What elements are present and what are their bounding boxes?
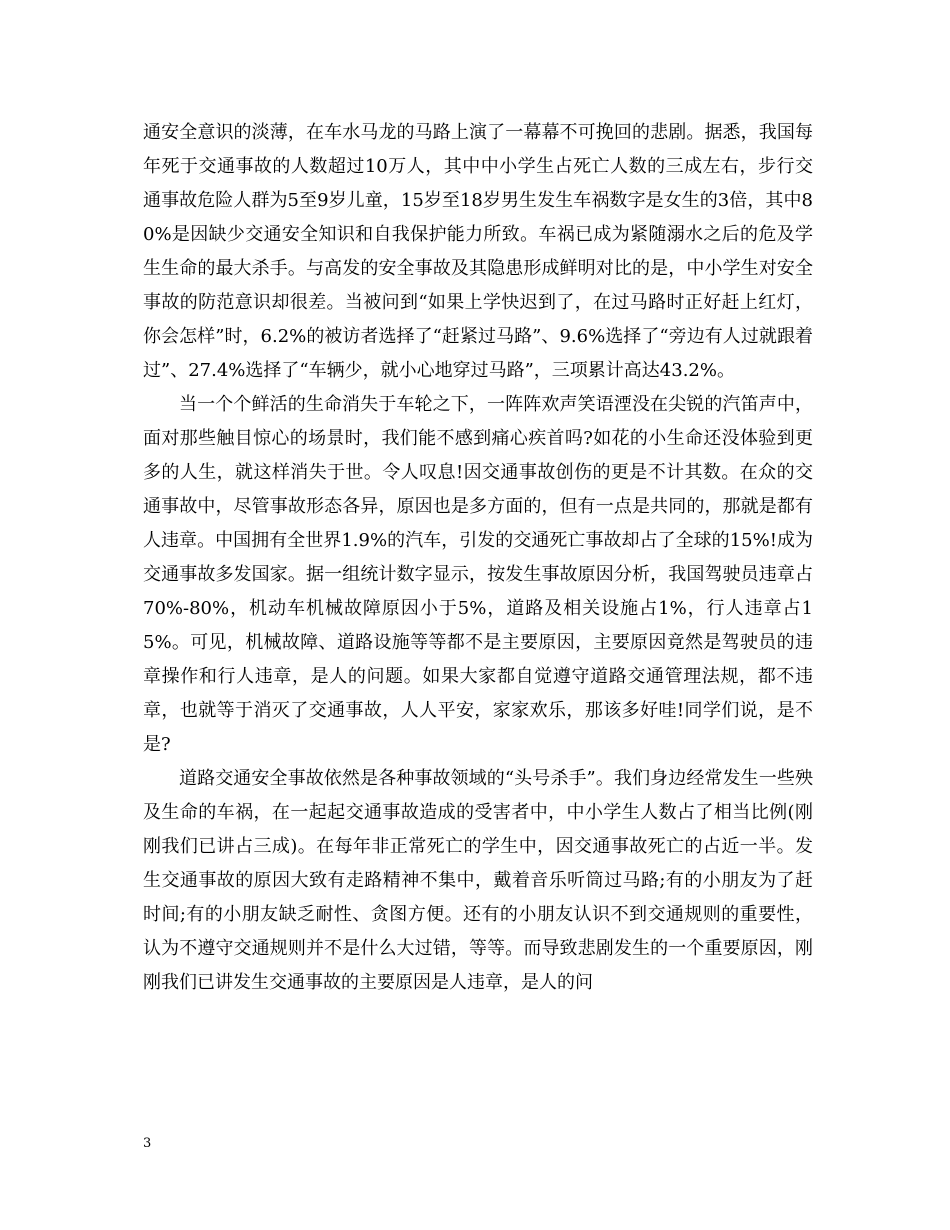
body-text xyxy=(143,116,813,1000)
paragraph-1: 通安全意识的淡薄，在车水马龙的马路上演了一幕幕不可挽回的悲剧。据悉，我国每年死于交通事故的人数超过10万人，其中中小学生占死亡人数的三成左右，步行交通事故危险人群为5至9岁儿童，15岁至18岁男生发生车祸数字是女生的3倍，其中80%是因缺少交通安全知识和自我保护能力所致。车祸已成为紧随溺水之后的危及学生生命的最大杀手。与高发的安全事故及其隐患形成鲜明对比的是，中小学生对安全事故的防范意识却很差。当被问到“如果上学快迟到了，在过马路时正好赶上红灯，你会怎样”时，6.2%的被访者选择了“赶紧过马路”、9.6%选择了“旁边有人过就跟着过”、27.4%选择了“车辆少，就小心地穿过马路”，三项累计高达43.2%。 xyxy=(143,122,813,381)
page-number: 3 xyxy=(143,1136,152,1151)
paragraph-3: 道路交通安全事故依然是各种事故领域的“头号杀手”。我们身边经常发生一些殃及生命的车祸，在一起起交通事故造成的受害者中，中小学生人数占了相当比例(刚刚我们已讲占三成)。在每年非正常死亡的学生中，因交通事故死亡的占近一半。发生交通事故的原因大致有走路精神不集中，戴着音乐听筒过马路;有的小朋友为了赶时间;有的小朋友缺乏耐性、贪图方便。还有的小朋友认识不到交通规则的重要性，认为不遵守交通规则并不是什么大过错，等等。而导致悲剧发生的一个重要原因，刚刚我们已讲发生交通事故的主要原因是人违章，是人的问 xyxy=(143,768,813,993)
paragraph-2: 当一个个鲜活的生命消失于车轮之下，一阵阵欢声笑语湮没在尖锐的汽笛声中，面对那些触目惊心的场景时，我们能不感到痛心疾首吗?如花的小生命还没体验到更多的人生，就这样消失于世。令人叹息!因交通事故创伤的更是不计其数。在众的交通事故中，尽管事故形态各异，原因也是多方面的，但有一点是共同的，那就是都有人违章。中国拥有全世界1.9%的汽车，引发的交通死亡事故却占了全球的15%!成为交通事故多发国家。据一组统计数字显示，按发生事故原因分析，我国驾驶员违章占70%-80%，机动车机械故障原因小于5%，道路及相关设施占1%，行人违章占15%。可见，机械故障、道路设施等等都不是主要原因，主要原因竟然是驾驶员的违章操作和行人违章，是人的问题。如果大家都自觉遵守道路交通管理法规，都不违章，也就等于消灭了交通事故，人人平安，家家欢乐，那该多好哇!同学们说，是不是? xyxy=(143,394,813,755)
